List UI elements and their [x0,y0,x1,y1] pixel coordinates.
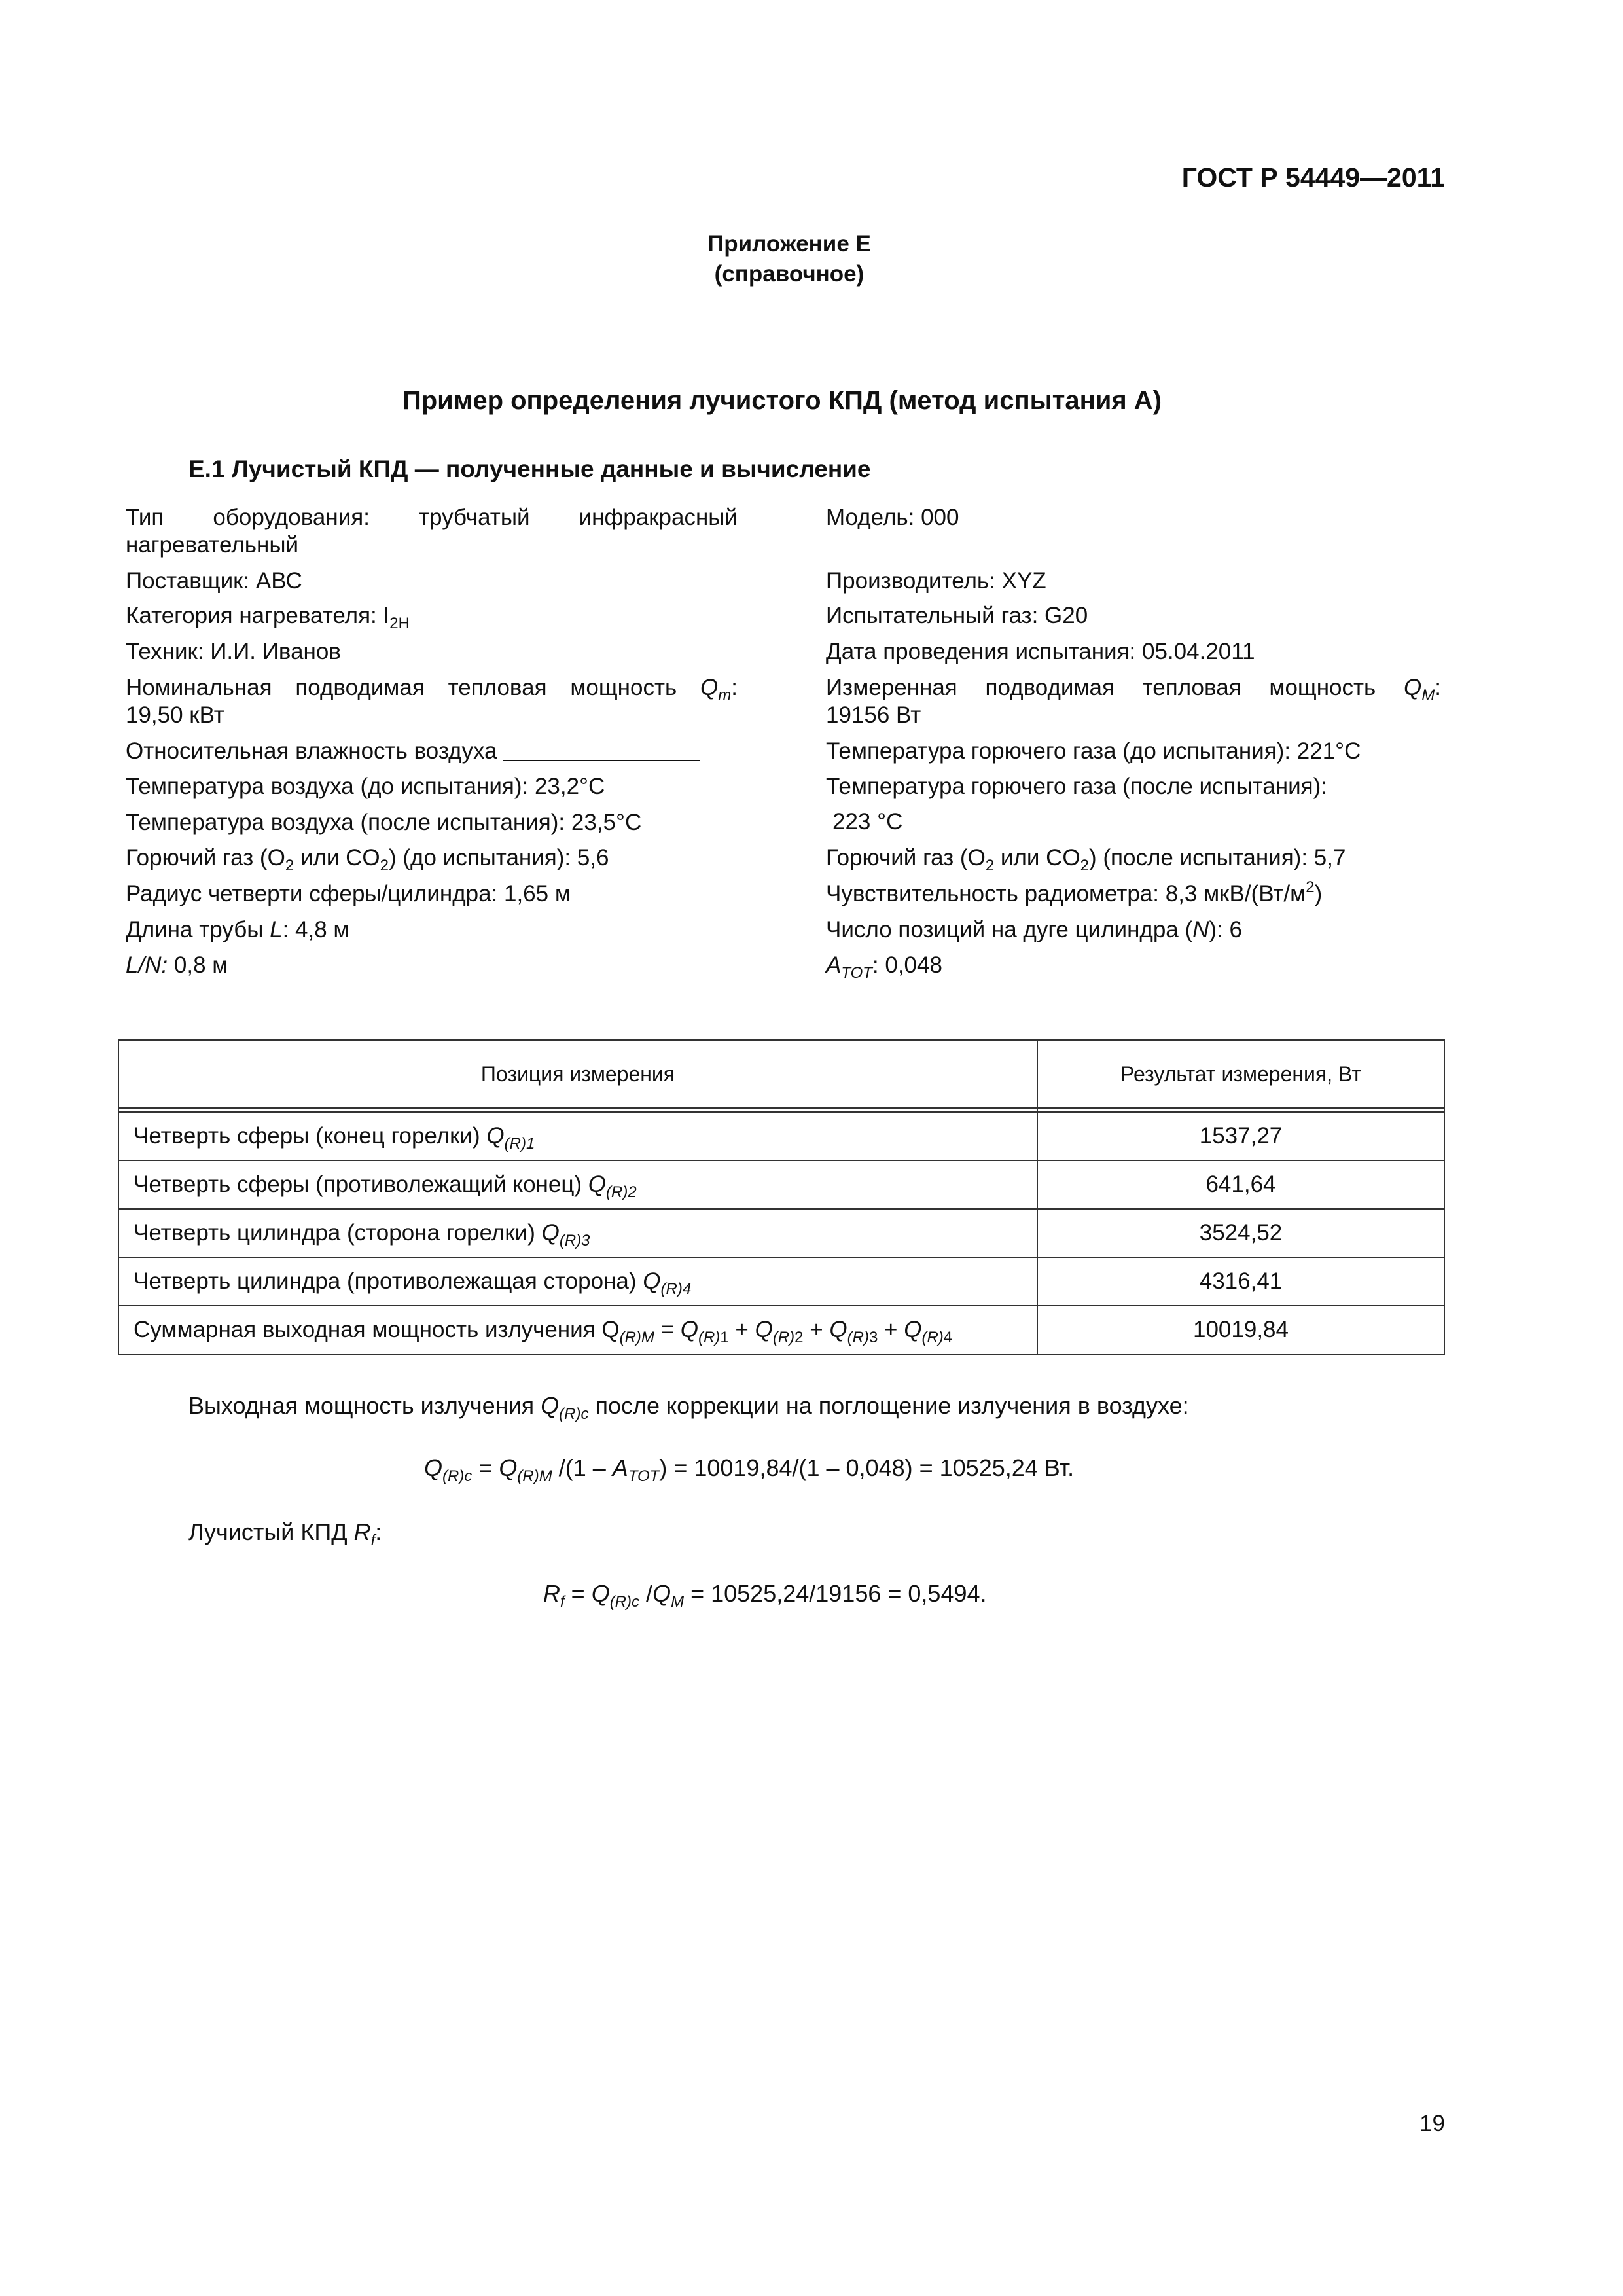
total-label: Суммарная выходная мощность излучения $Q_{(R)M} = Q_{(R)1} + Q_{(R)2} + Q_{(R)3} + Q_{(R)4}$ [118,1306,1037,1354]
flue-gas-before: Горючий газ ($O_2$ или $CO_2$) (до испытания): 5,6 [126,845,609,874]
a-tot: $A_{TOT}$: 0,048 [826,952,942,982]
relative-humidity: Относительная влажность воздуха [126,738,738,765]
supplier: Поставщик: АВС [126,568,302,594]
l-over-n: L/N: 0,8 м [126,952,228,978]
column-header-result: Результат измерения, Вт [1037,1040,1444,1108]
corrected-power-equation: $Q_{(R)c} = Q_{(R)M}$ $/(1 - A_{TOT}) = 10019,84/(1 - 0,048) = 10525,24$ Вт. [424,1454,1075,1485]
annex-heading [0,229,1623,289]
table-row [118,1160,1444,1209]
row-label: Четверть цилиндра (сторона горелки) $Q_{(R)3}$ [118,1209,1037,1257]
column-header-position: Позиция измерения [118,1040,1037,1108]
test-date: Дата проведения испытания: 05.04.2011 [826,639,1255,664]
row-value: 3524,52 [1037,1209,1444,1257]
annex-status: (справочное) [714,261,865,287]
table-row [118,1209,1444,1257]
flue-gas-after: Горючий газ ($O_2$ или $CO_2$) (после испытания): 5,7 [826,845,1346,874]
section-heading: Е.1 Лучистый КПД — полученные данные и вычисление [188,456,871,482]
row-value: 1537,27 [1037,1112,1444,1160]
row-label: Четверть цилиндра (противолежащая сторона) $Q_{(R)4}$ [118,1257,1037,1306]
page-number: 19 [1419,2111,1445,2136]
equipment-type: Тип оборудования: трубчатый инфракрасный нагревательный [126,505,738,558]
radius: Радиус четверти сферы/цилиндра: 1,65 м [126,881,571,906]
table-row [118,1257,1444,1306]
technician: Техник: И.И. Иванов [126,639,341,664]
measurement-table [118,1039,1445,1355]
tube-length: Длина трубы L: 4,8 м [126,917,349,942]
measured-heat-input: Измеренная подводимая тепловая мощность $Q_M$: 19156 Вт [826,675,1441,728]
fuel-temp-after: Температура горючего газа (после испытания): 223 °C [826,774,1327,834]
model: Модель: 000 [826,505,959,530]
corrected-power-intro: Выходная мощность излучения $Q_{(R)c}$ после коррекции на поглощение излучения в воздухе: [188,1392,1189,1423]
total-value: 10019,84 [1037,1306,1444,1354]
test-gas: Испытательный газ: G20 [826,603,1088,628]
table-total-row [118,1306,1444,1354]
row-value: 641,64 [1037,1160,1444,1209]
row-value: 4316,41 [1037,1257,1444,1306]
arc-positions: Число позиций на дуге цилиндра (N): 6 [826,917,1242,942]
heater-category: Категория нагревателя: $I_{2H}$ [126,603,410,632]
fuel-temp-before: Температура горючего газа (до испытания): 221°C [826,738,1361,764]
row-label: Четверть сферы (противолежащий конец) $Q_{(R)2}$ [118,1160,1037,1209]
efficiency-equation: $R_f = Q_{(R)c}$ $/Q_M = 10525,24/19156 = 0,5494$. [543,1580,987,1611]
efficiency-intro: Лучистый КПД $R_f$: [188,1518,382,1549]
table-header-row [118,1040,1444,1108]
document-title: Пример определения лучистого КПД (метод испытания А) [402,386,1162,415]
nominal-heat-input: Номинальная подводимая тепловая мощность $Q_m$: 19,50 кВт [126,675,738,728]
radiometer-sensitivity: Чувствительность радиометра: 8,3 мкВ/$(Вт/м^2)$ [826,878,1323,906]
annex-title: Приложение Е [707,231,871,257]
air-temp-after: Температура воздуха (после испытания): 23,5°C [126,810,642,835]
humidity-blank-line [503,739,700,761]
standard-number: ГОСТ Р 54449—2011 [1181,162,1445,192]
table-row [118,1112,1444,1160]
air-temp-before: Температура воздуха (до испытания): 23,2°C [126,774,605,799]
manufacturer: Производитель: XYZ [826,568,1046,594]
row-label: Четверть сферы (конец горелки) $Q_{(R)1}$ [118,1112,1037,1160]
